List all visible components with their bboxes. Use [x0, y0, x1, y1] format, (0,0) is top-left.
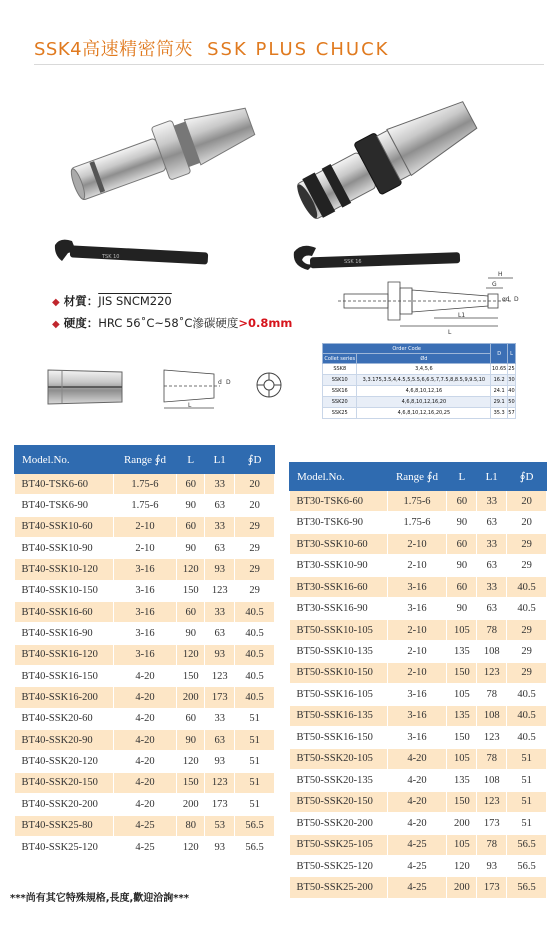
table-row — [290, 641, 547, 662]
table-cell: 150 — [447, 662, 477, 683]
table-cell: 40.5 — [507, 598, 547, 619]
table-row — [15, 687, 275, 708]
table-cell: 93 — [205, 559, 235, 580]
col-model: Model.No. — [290, 463, 388, 491]
table-cell: 3-16 — [387, 598, 447, 619]
table-cell: 29.1 — [491, 397, 508, 408]
table-cell: 56.5 — [507, 877, 547, 898]
table-cell: 4-20 — [387, 791, 447, 812]
table-cell: 60 — [177, 602, 205, 623]
table-cell: 51 — [507, 748, 547, 769]
table-cell: BT40-SSK16-120 — [15, 644, 114, 665]
table-cell: 63 — [477, 555, 507, 576]
ssk-holder-photo-right — [285, 85, 485, 235]
table-cell: 16.2 — [491, 375, 508, 386]
table-cell: 105 — [447, 748, 477, 769]
table-cell: 4,6,8,10,12,16,20,25 — [357, 408, 491, 419]
table-row — [290, 770, 547, 791]
wrench-left-label: TSK 10 — [102, 254, 120, 260]
table-cell: 40.5 — [507, 727, 547, 748]
table-cell: 29 — [507, 641, 547, 662]
material-spec — [52, 293, 172, 309]
table-cell: BT30-SSK16-90 — [290, 598, 388, 619]
table-cell: 2-10 — [387, 533, 447, 554]
table-cell: 63 — [205, 538, 235, 559]
table-cell: BT40-SSK16-60 — [15, 602, 114, 623]
table-cell: 35.3 — [491, 408, 508, 419]
table-row — [15, 772, 275, 793]
collet-d-label: d — [218, 379, 222, 386]
table-cell: 4-20 — [387, 748, 447, 769]
table-cell: 20 — [235, 495, 275, 516]
table-cell: 63 — [205, 730, 235, 751]
table-row — [290, 705, 547, 726]
table-row — [15, 559, 275, 580]
table-cell: BT50-SSK10-105 — [290, 619, 388, 640]
table-cell: 51 — [235, 708, 275, 729]
table-cell: 173 — [477, 813, 507, 834]
table-cell: 173 — [205, 687, 235, 708]
table-cell: 3-16 — [387, 727, 447, 748]
bt-holder-photo-left — [60, 82, 260, 222]
table-cell: 135 — [447, 705, 477, 726]
table-row — [290, 877, 547, 898]
table-row — [290, 791, 547, 812]
table-cell: 78 — [477, 834, 507, 855]
col-l1: L1 — [477, 463, 507, 491]
table-cell: 90 — [447, 598, 477, 619]
wrench-icon-left — [50, 235, 210, 280]
table-cell: 40.5 — [235, 623, 275, 644]
table-cell: 33 — [205, 602, 235, 623]
table-cell: 25 — [507, 364, 515, 375]
table-cell: 4,6,8,10,12,16,20 — [357, 397, 491, 408]
table-row — [15, 538, 275, 559]
table-cell: 150 — [447, 791, 477, 812]
table-cell: BT50-SSK10-135 — [290, 641, 388, 662]
table-cell: 51 — [235, 794, 275, 815]
table-cell: 90 — [447, 555, 477, 576]
table-cell: 4-20 — [113, 751, 177, 772]
table-row — [15, 516, 275, 537]
bullet-diamond-icon: ◆ — [52, 297, 60, 308]
table-cell: 78 — [477, 619, 507, 640]
col-range: Range ∮d — [387, 463, 447, 491]
bt40-spec-table — [14, 445, 275, 858]
table-cell: 120 — [447, 855, 477, 876]
material-label: 材質： — [63, 294, 99, 308]
table-cell: 123 — [477, 662, 507, 683]
table-cell: 10.65 — [491, 364, 508, 375]
table-row — [290, 834, 547, 855]
table-cell: BT50-SSK25-105 — [290, 834, 388, 855]
dim-g-label: G — [492, 281, 497, 288]
footer-note: ***尚有其它特殊規格,長度,歡迎洽詢*** — [10, 893, 189, 904]
order-code-row — [323, 408, 516, 419]
table-cell: 40.5 — [507, 684, 547, 705]
table-cell: 51 — [507, 770, 547, 791]
table-cell: 24.1 — [491, 386, 508, 397]
table-cell: 40 — [507, 386, 515, 397]
table-cell: 200 — [447, 877, 477, 898]
table-cell: 90 — [177, 623, 205, 644]
dim-l1-label: L1 — [458, 312, 466, 319]
table-cell: 60 — [177, 516, 205, 537]
table-cell: 4-25 — [387, 834, 447, 855]
table-cell: 30 — [507, 375, 515, 386]
table-cell: 40.5 — [235, 687, 275, 708]
order-code-header: Order Code — [323, 344, 491, 354]
table-cell: 2-10 — [387, 662, 447, 683]
table-cell: 4-20 — [113, 772, 177, 793]
table-row — [15, 751, 275, 772]
table-cell: 2-10 — [387, 619, 447, 640]
table-cell: 51 — [507, 791, 547, 812]
table-cell: 78 — [477, 748, 507, 769]
table-row — [290, 512, 547, 533]
table-cell: BT40-SSK20-60 — [15, 708, 114, 729]
table-cell: BT30-TSK6-90 — [290, 512, 388, 533]
table-cell: 108 — [477, 770, 507, 791]
table-cell: 56.5 — [235, 836, 275, 857]
table-row — [290, 813, 547, 834]
title-chinese: SSK4高速精密筒夾 — [34, 39, 194, 60]
table-cell: 33 — [477, 576, 507, 597]
table-cell: 90 — [177, 538, 205, 559]
col-l: L — [447, 463, 477, 491]
table-cell: BT50-SSK20-135 — [290, 770, 388, 791]
table-row — [290, 533, 547, 554]
table-cell: 3-16 — [113, 623, 177, 644]
table-cell: 78 — [477, 684, 507, 705]
table-cell: 173 — [477, 877, 507, 898]
table-cell: 63 — [477, 512, 507, 533]
table-cell: 20 — [507, 512, 547, 533]
table-cell: BT40-SSK25-120 — [15, 836, 114, 857]
order-code-col-series: Collet series — [324, 355, 356, 362]
table-cell: 33 — [205, 474, 235, 495]
table-cell: 1.75-6 — [113, 495, 177, 516]
table-cell: 29 — [507, 619, 547, 640]
table-row — [15, 580, 275, 601]
table-cell: 3,3.175,3.5,4,4.5,5,5.5,6,6.5,7,7.5,8,8.5,9,9.5,10 — [357, 375, 491, 386]
order-code-row — [323, 364, 516, 375]
col-range: Range ∮d — [113, 446, 177, 474]
table-cell: 200 — [177, 687, 205, 708]
table-cell: 60 — [447, 533, 477, 554]
table-cell: 123 — [205, 666, 235, 687]
col-d: ∮D — [507, 463, 547, 491]
table-cell: BT40-SSK20-200 — [15, 794, 114, 815]
table-cell: 29 — [507, 533, 547, 554]
table-cell: 80 — [177, 815, 205, 836]
table-cell: BT40-SSK10-150 — [15, 580, 114, 601]
table-cell: 93 — [205, 644, 235, 665]
table-cell: 135 — [447, 641, 477, 662]
table-cell: 150 — [177, 580, 205, 601]
table-row — [290, 662, 547, 683]
table-cell: 63 — [205, 495, 235, 516]
table-cell: 1.75-6 — [387, 512, 447, 533]
table-cell: 3-16 — [387, 684, 447, 705]
table-cell: 120 — [177, 836, 205, 857]
col-d: ∮D — [235, 446, 275, 474]
table-row — [15, 708, 275, 729]
table-row — [15, 836, 275, 857]
table-cell: 33 — [477, 533, 507, 554]
table-cell: BT40-SSK16-150 — [15, 666, 114, 687]
table-cell: 3,4,5,6 — [357, 364, 491, 375]
table-cell: 4-20 — [113, 666, 177, 687]
table-cell: 20 — [507, 491, 547, 512]
table-row — [290, 727, 547, 748]
table-row — [290, 555, 547, 576]
bt30-bt50-spec-table — [289, 462, 547, 899]
table-cell: 90 — [177, 730, 205, 751]
table-cell: BT50-SSK16-150 — [290, 727, 388, 748]
table-cell: 105 — [447, 834, 477, 855]
table-row — [290, 576, 547, 597]
table-cell: 3-16 — [113, 580, 177, 601]
table-cell: BT40-SSK25-80 — [15, 815, 114, 836]
table-row — [290, 598, 547, 619]
table-cell: BT40-TSK6-90 — [15, 495, 114, 516]
table-cell: 150 — [177, 772, 205, 793]
table-row — [15, 495, 275, 516]
table-cell: 53 — [205, 815, 235, 836]
table-cell: 60 — [447, 576, 477, 597]
table-cell: 40.5 — [507, 576, 547, 597]
table-cell: 56.5 — [507, 855, 547, 876]
table-cell: BT50-SSK20-150 — [290, 791, 388, 812]
table-cell: SSK16 — [323, 386, 357, 397]
table-cell: 63 — [205, 623, 235, 644]
table-cell: BT50-SSK16-105 — [290, 684, 388, 705]
bullet-diamond-icon: ◆ — [52, 319, 60, 330]
table-cell: BT30-SSK16-60 — [290, 576, 388, 597]
table-row — [15, 730, 275, 751]
table-cell: 123 — [477, 727, 507, 748]
table-cell: 173 — [205, 794, 235, 815]
table-cell: 20 — [235, 474, 275, 495]
wrench-right-label: SSK 16 — [344, 259, 362, 265]
hardness-value: HRC 56˚C~58˚C滲碳硬度 — [98, 316, 239, 330]
table-cell: BT50-SSK10-150 — [290, 662, 388, 683]
table-cell: SSK20 — [323, 397, 357, 408]
table-cell: BT40-SSK10-60 — [15, 516, 114, 537]
table-cell: 51 — [507, 813, 547, 834]
table-cell: BT30-SSK10-90 — [290, 555, 388, 576]
table-cell: 29 — [235, 580, 275, 601]
table-cell: BT40-SSK20-120 — [15, 751, 114, 772]
table-cell: 2-10 — [113, 516, 177, 537]
table-cell: 4-20 — [113, 708, 177, 729]
table-cell: 1.75-6 — [387, 491, 447, 512]
order-code-col-d: Ød — [357, 354, 491, 364]
table-cell: 33 — [205, 708, 235, 729]
col-model: Model.No. — [15, 446, 114, 474]
table-cell: BT40-SSK20-150 — [15, 772, 114, 793]
table-cell: 2-10 — [113, 538, 177, 559]
table-cell: 120 — [177, 751, 205, 772]
table-cell: 1.75-6 — [113, 474, 177, 495]
table-cell: 57 — [507, 408, 515, 419]
table-cell: BT40-SSK16-200 — [15, 687, 114, 708]
table-cell: SSK8 — [323, 364, 357, 375]
table-cell: 4-25 — [113, 815, 177, 836]
table-cell: BT50-SSK25-200 — [290, 877, 388, 898]
table-row — [15, 602, 275, 623]
holder-technical-drawing — [338, 268, 523, 336]
table-row — [290, 748, 547, 769]
table-cell: BT30-SSK10-60 — [290, 533, 388, 554]
table-cell: 3-16 — [113, 644, 177, 665]
table-cell: 200 — [447, 813, 477, 834]
table-cell: BT40-SSK10-120 — [15, 559, 114, 580]
order-code-row — [323, 386, 516, 397]
table-cell: 123 — [477, 791, 507, 812]
table-cell: 120 — [177, 559, 205, 580]
collet-D-label: D — [226, 379, 231, 386]
table-cell: 29 — [507, 662, 547, 683]
table-cell: BT30-TSK6-60 — [290, 491, 388, 512]
hardness-label: 硬度： — [63, 316, 99, 330]
table-cell: 4-20 — [387, 813, 447, 834]
table-cell: 40.5 — [235, 666, 275, 687]
table-cell: BT40-SSK10-90 — [15, 538, 114, 559]
table-cell: BT40-SSK20-90 — [15, 730, 114, 751]
table-cell: 3-16 — [387, 705, 447, 726]
table-cell: 105 — [447, 619, 477, 640]
table-cell: 29 — [235, 516, 275, 537]
title-english: SSK PLUS CHUCK — [207, 39, 390, 60]
table-cell: 2-10 — [387, 555, 447, 576]
table-cell: 4-20 — [113, 687, 177, 708]
table-cell: 123 — [205, 772, 235, 793]
table-cell: 90 — [177, 495, 205, 516]
table-cell: 4-25 — [113, 836, 177, 857]
table-cell: 4-20 — [113, 730, 177, 751]
dim-phi-d-label: ød — [502, 296, 510, 303]
table-cell: 93 — [205, 751, 235, 772]
table-cell: 108 — [477, 705, 507, 726]
table-cell: 123 — [205, 580, 235, 601]
table-row — [15, 794, 275, 815]
table-cell: 60 — [447, 491, 477, 512]
table-row — [290, 619, 547, 640]
table-row — [290, 491, 547, 512]
table-cell: 51 — [235, 730, 275, 751]
page-title — [34, 35, 389, 61]
material-value: JIS SNCM220 — [98, 294, 172, 308]
table-row — [15, 815, 275, 836]
table-cell: 29 — [235, 559, 275, 580]
table-cell: 33 — [205, 516, 235, 537]
collet-L-label: L — [188, 402, 192, 409]
table-cell: 33 — [477, 491, 507, 512]
table-cell: 56.5 — [507, 834, 547, 855]
dim-l-label: L — [448, 329, 452, 336]
table-cell: 29 — [235, 538, 275, 559]
table-cell: 56.5 — [235, 815, 275, 836]
table-cell: SSK10 — [323, 375, 357, 386]
table-cell: 40.5 — [507, 705, 547, 726]
table-cell: 150 — [447, 727, 477, 748]
table-cell: BT40-SSK16-90 — [15, 623, 114, 644]
table-cell: 60 — [177, 708, 205, 729]
dim-D-label: D — [514, 296, 519, 303]
table-cell: 108 — [477, 641, 507, 662]
table-cell: 93 — [477, 855, 507, 876]
order-code-table — [322, 343, 516, 419]
order-code-row — [323, 397, 516, 408]
table-cell: 4-20 — [113, 794, 177, 815]
col-l1: L1 — [205, 446, 235, 474]
table-cell: SSK25 — [323, 408, 357, 419]
table-cell: 63 — [477, 598, 507, 619]
table-cell: 3-16 — [113, 559, 177, 580]
table-cell: 120 — [177, 644, 205, 665]
table-cell: 4-25 — [387, 877, 447, 898]
table-cell: 50 — [507, 397, 515, 408]
order-code-col-D: D — [491, 344, 508, 364]
table-row — [15, 666, 275, 687]
table-cell: BT50-SSK20-105 — [290, 748, 388, 769]
table-cell: 90 — [447, 512, 477, 533]
order-code-col-L: L — [507, 344, 515, 364]
table-row — [15, 623, 275, 644]
table-cell: 3-16 — [387, 576, 447, 597]
table-row — [15, 644, 275, 665]
table-cell: BT50-SSK16-135 — [290, 705, 388, 726]
collet-drawing — [160, 362, 250, 412]
table-cell: BT40-TSK6-60 — [15, 474, 114, 495]
dim-h-label: H — [498, 271, 503, 278]
table-cell: 29 — [507, 555, 547, 576]
table-cell: 135 — [447, 770, 477, 791]
table-row — [15, 474, 275, 495]
table-cell: 93 — [205, 836, 235, 857]
table-cell: 105 — [447, 684, 477, 705]
table-cell: 4-25 — [387, 855, 447, 876]
table-cell: 150 — [177, 666, 205, 687]
table-cell: 51 — [235, 751, 275, 772]
table-row — [290, 684, 547, 705]
title-divider — [34, 64, 544, 65]
table-cell: 4-20 — [387, 770, 447, 791]
table-cell: 51 — [235, 772, 275, 793]
table-cell: 200 — [177, 794, 205, 815]
order-code-row — [323, 375, 516, 386]
col-l: L — [177, 446, 205, 474]
table-cell: 40.5 — [235, 644, 275, 665]
collet-photo — [42, 362, 132, 412]
table-cell: 40.5 — [235, 602, 275, 623]
table-cell: 3-16 — [113, 602, 177, 623]
table-cell: 60 — [177, 474, 205, 495]
hardness-spec — [52, 315, 292, 331]
table-cell: 4,6,8,10,12,16 — [357, 386, 491, 397]
table-cell: BT50-SSK25-120 — [290, 855, 388, 876]
table-row — [290, 855, 547, 876]
collet-end-view-icon — [254, 370, 284, 400]
hardness-depth: >0.8mm — [238, 316, 293, 330]
table-cell: 2-10 — [387, 641, 447, 662]
table-cell: BT50-SSK20-200 — [290, 813, 388, 834]
